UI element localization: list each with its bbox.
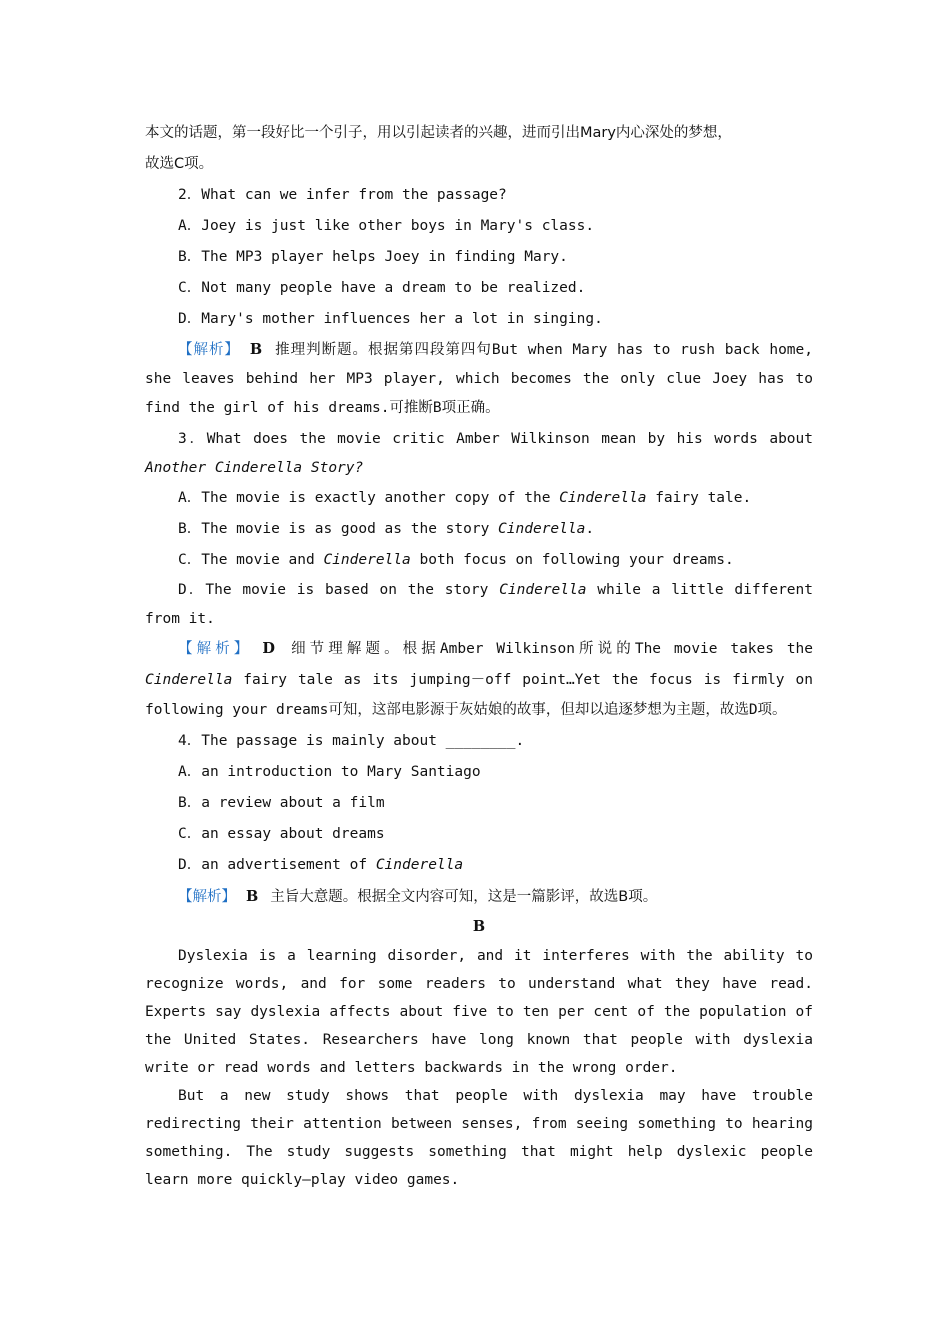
q1-explanation-tail	[145, 118, 813, 180]
q3-option-d	[145, 576, 813, 634]
q3-option-a-end: fairy tale.	[646, 490, 752, 506]
q2-analysis-tag: 【解析】	[178, 342, 240, 358]
q2-option-b: B．The MP3 player helps Joey in finding Mary.	[178, 249, 568, 265]
q3-question-title: Another Cinderella Story?	[145, 460, 364, 476]
q3-option-b-text: B．The movie is as good as the story	[178, 521, 499, 537]
q3-option-b	[145, 514, 813, 545]
q2-option-a: A．Joey is just like other boys in Mary's class.	[178, 218, 595, 234]
q2-explanation	[145, 335, 813, 423]
q3-option-d-end: while a little different from it.	[145, 582, 813, 627]
document-page	[145, 118, 813, 1194]
q4-option-d	[145, 850, 813, 881]
q3-option-c-end: both focus on following your dreams.	[410, 552, 734, 568]
q3-answer: D	[262, 640, 275, 657]
q3-option-c-text: C．The movie and	[178, 552, 324, 568]
q3-option-d-text: D．The movie is based on the story	[178, 582, 500, 598]
q4-question: 4．The passage is mainly about ________.	[178, 732, 525, 749]
q3-option-a-title: Cinderella	[559, 490, 647, 506]
q4-analysis-tag: 【解析】	[178, 888, 236, 905]
q3-explanation-text: 细节理解题。根据Amber Wilkinson所说的The movie takes the	[286, 641, 814, 657]
q4-explanation-text: 主旨大意题。根据全文内容可知，这是一篇影评，故选B项。	[270, 888, 658, 905]
q2-option-d: D．Mary's mother influences her a lot in singing.	[178, 311, 603, 327]
q1-explanation-line2: 故选C项。	[145, 156, 214, 172]
q4-explanation	[145, 881, 813, 912]
q3-option-d-title: Cinderella	[499, 582, 587, 598]
q3-question	[145, 425, 813, 483]
q2-question: 2．What can we infer from the passage?	[178, 187, 507, 203]
section-b-paragraph-1: Dyslexia is a learning disorder, and it interferes with the ability to recognize words, and for some readers to understand what they have read. Experts say dyslexia affects about five to ten per cent of the population of the United States. Researchers have long known that people with dyslexia write or read words and letters backwards in the wrong order.	[145, 947, 813, 1076]
q3-option-a	[145, 483, 813, 514]
q1-explanation-line1: 本文的话题，第一段好比一个引子，用以引起读者的兴趣，进而引出Mary内心深处的梦想，	[145, 125, 732, 141]
q4-option-b: B．a review about a film	[178, 794, 385, 811]
q4-option-d-text: D．an advertisement of	[178, 856, 376, 873]
q3-question-text: 3．What does the movie critic Amber Wilkinson mean by his words about	[178, 431, 813, 447]
q2-explanation-text: 推理判断题。根据第四段第四句But when Mary has to rush back home, she leaves behind her MP3 player, which becomes the only clue Joey has to find the girl of his dreams.可推断B项正确。	[145, 342, 813, 416]
q2-answer: B	[249, 341, 263, 358]
q3-option-c-title: Cinderella	[323, 552, 411, 568]
q3-option-c	[145, 545, 813, 576]
q3-option-a-text: A．The movie is exactly another copy of the	[178, 490, 560, 506]
q4-option-d-title: Cinderella	[375, 856, 464, 873]
q3-explanation-title: Cinderella	[145, 671, 233, 688]
q4-option-c: C．an essay about dreams	[178, 825, 385, 842]
q3-explanation	[145, 634, 813, 726]
q2-option-c: C．Not many people have a dream to be realized.	[178, 280, 586, 296]
q3-option-b-end: .	[585, 521, 595, 537]
q3-explanation-rest: fairy tale as its jumping－off point…Yet the focus is firmly on following your dreams可知，这部电影源于灰姑娘的故事，但却以追逐梦想为主题，故选D项。	[145, 671, 813, 718]
section-b-paragraph-2: But a new study shows that people with dyslexia may have trouble redirecting their attention between senses, from seeing something to hearing something. The study suggests something that might help dyslexic people learn more quickly—play video games.	[145, 1087, 813, 1188]
q4-answer: B	[246, 887, 259, 905]
q3-analysis-tag: 【解析】	[178, 641, 253, 657]
q4-option-a: A．an introduction to Mary Santiago	[178, 763, 481, 780]
q3-option-b-title: Cinderella	[498, 521, 586, 537]
section-b-heading: B	[472, 917, 486, 935]
